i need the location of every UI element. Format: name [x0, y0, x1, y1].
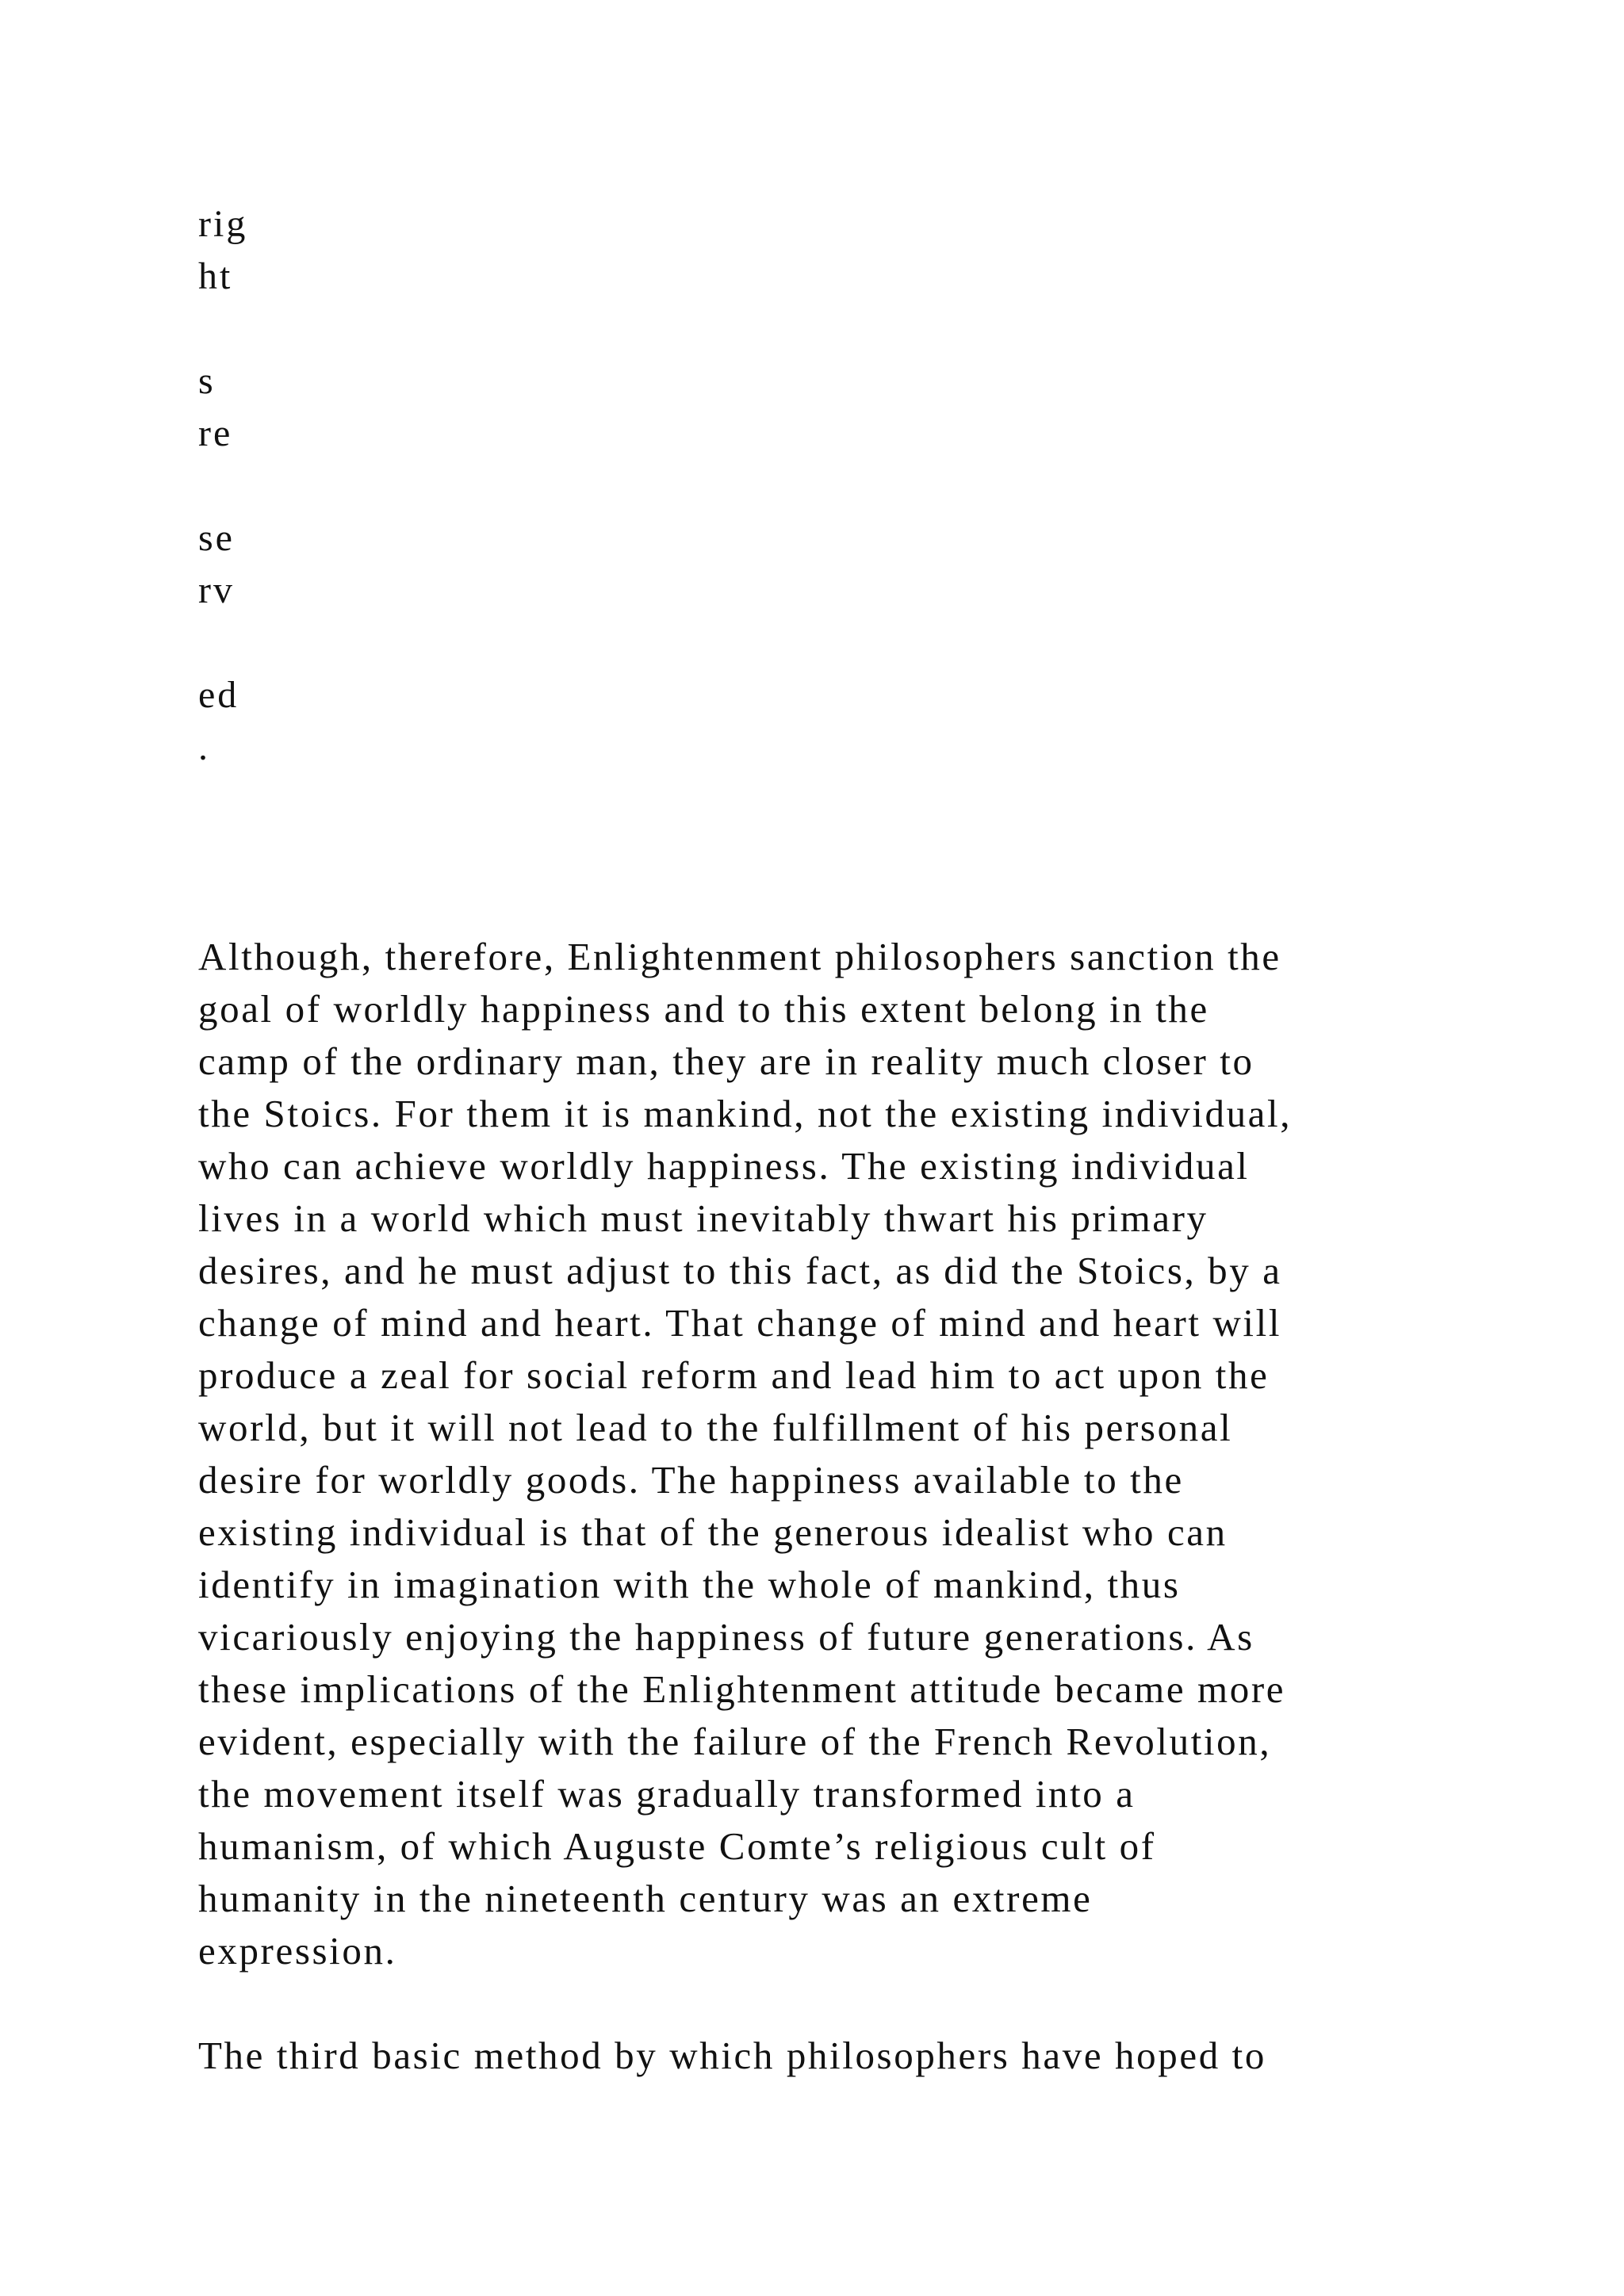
- paragraph-line: lives in a world which must inevitably thwart his primary: [198, 1196, 1208, 1240]
- fragment-line: rv: [198, 569, 235, 611]
- fragment-line: se: [198, 517, 235, 559]
- fragment-line: .: [198, 726, 210, 768]
- paragraph-line: The third basic method by which philosophers have hoped to: [198, 2034, 1266, 2077]
- paragraph-line: evident, especially with the failure of the French Revolution,: [198, 1720, 1272, 1763]
- paragraph-line: existing individual is that of the generous idealist who can: [198, 1510, 1228, 1554]
- paragraph-line: desire for worldly goods. The happiness available to the: [198, 1458, 1184, 1502]
- paragraph-line: camp of the ordinary man, they are in reality much closer to: [198, 1039, 1254, 1083]
- paragraph-line: expression.: [198, 1929, 397, 1973]
- paragraph-line: the movement itself was gradually transformed into a: [198, 1772, 1136, 1816]
- paragraph-line: the Stoics. For them it is mankind, not the existing individual,: [198, 1092, 1293, 1135]
- paragraph-line: world, but it will not lead to the fulfillment of his personal: [198, 1406, 1233, 1449]
- paragraph-line: who can achieve worldly happiness. The existing individual: [198, 1144, 1250, 1188]
- fragment-line: rig: [198, 203, 248, 245]
- paragraph-line: humanity in the nineteenth century was an extreme: [198, 1877, 1093, 1920]
- paragraph-line: produce a zeal for social reform and lead him to act upon the: [198, 1353, 1270, 1397]
- fragment-line: s: [198, 360, 216, 402]
- paragraph-line: identify in imagination with the whole of mankind, thus: [198, 1563, 1181, 1606]
- paragraph-line: Although, therefore, Enlightenment philosophers sanction the: [198, 935, 1281, 978]
- fragment-line: ed: [198, 674, 239, 716]
- paragraph-line: goal of worldly happiness and to this extent belong in the: [198, 987, 1209, 1031]
- fragment-line: re: [198, 412, 233, 454]
- paragraph-line: desires, and he must adjust to this fact, as did the Stoics, by a: [198, 1249, 1282, 1292]
- fragment-line: ht: [198, 255, 233, 297]
- paragraph-line: these implications of the Enlightenment attitude became more: [198, 1667, 1286, 1711]
- paragraph-line: vicariously enjoying the happiness of future generations. As: [198, 1615, 1254, 1659]
- paragraph-line: change of mind and heart. That change of mind and heart will: [198, 1301, 1282, 1345]
- paragraph-line: humanism, of which Auguste Comte’s religious cult of: [198, 1824, 1156, 1868]
